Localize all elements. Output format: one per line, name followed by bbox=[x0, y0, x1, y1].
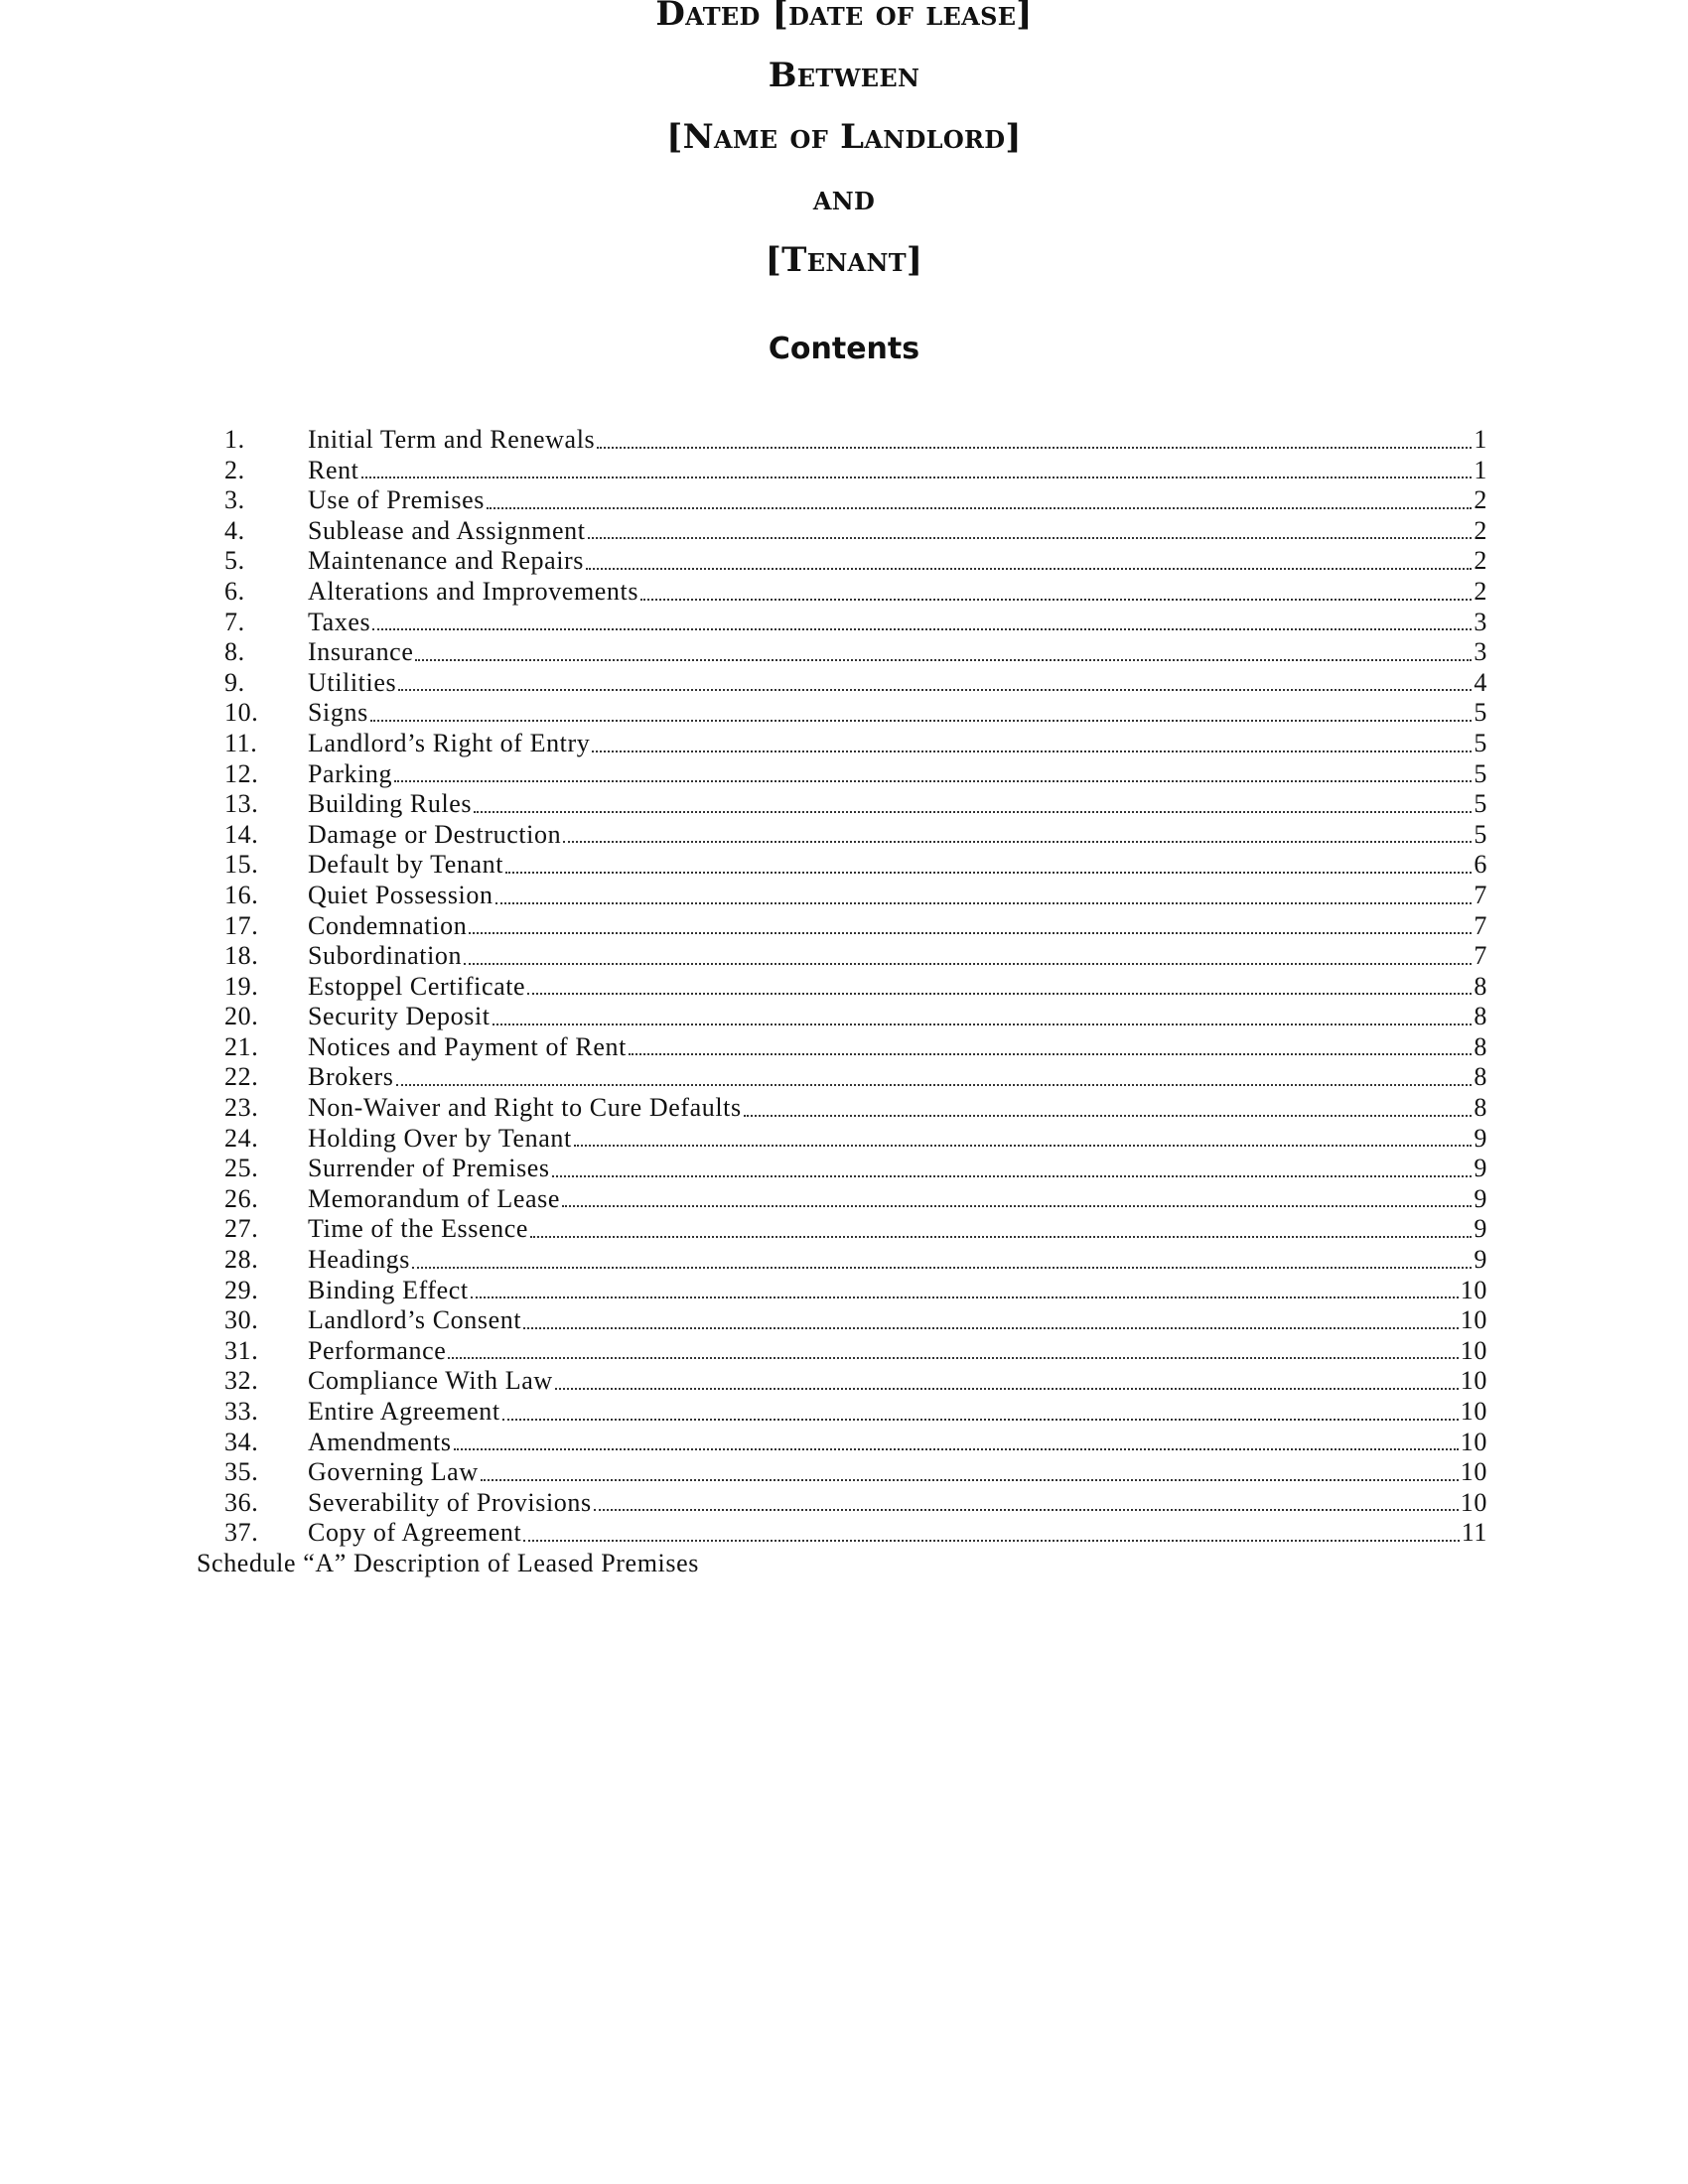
toc-entry[interactable] bbox=[197, 577, 1487, 608]
toc-entry-title: Governing Law bbox=[308, 1457, 479, 1487]
toc-entry-title: Entire Agreement bbox=[308, 1397, 500, 1426]
toc-entry-page: 5 bbox=[1474, 728, 1487, 757]
toc-entry-page: 2 bbox=[1474, 546, 1487, 576]
toc-entry-number: 23. bbox=[224, 1093, 259, 1123]
toc-entry-page: 8 bbox=[1474, 1031, 1487, 1061]
toc-dot-leader bbox=[454, 1448, 1459, 1450]
toc-entry[interactable] bbox=[197, 1002, 1487, 1032]
toc-entry-number: 30. bbox=[224, 1305, 259, 1335]
toc-entry-title: Building Rules bbox=[308, 789, 473, 819]
toc-dot-leader bbox=[361, 477, 1473, 478]
toc-entry[interactable] bbox=[197, 1276, 1487, 1306]
contents-heading: Contents bbox=[768, 332, 920, 366]
toc-entry-title: Sublease and Assignment bbox=[308, 515, 586, 545]
toc-entry-number: 9. bbox=[224, 667, 245, 697]
toc-entry-title: Alterations and Improvements bbox=[308, 576, 639, 606]
toc-entry-title: Time of the Essence bbox=[308, 1214, 529, 1244]
toc-dot-leader bbox=[394, 780, 1472, 782]
toc-entry[interactable] bbox=[197, 941, 1487, 972]
toc-entry-number: 34. bbox=[224, 1427, 259, 1456]
toc-dot-leader bbox=[502, 1419, 1459, 1421]
toc-entry[interactable] bbox=[197, 456, 1487, 486]
toc-dot-leader bbox=[562, 1205, 1472, 1207]
toc-entry[interactable] bbox=[197, 698, 1487, 729]
toc-entry-number: 5. bbox=[224, 546, 245, 576]
toc-entry-number: 37. bbox=[224, 1518, 259, 1548]
toc-entry-title: Holding Over by Tenant bbox=[308, 1123, 572, 1153]
toc-entry-title: Security Deposit bbox=[308, 1002, 491, 1031]
dated-line: Dated [date of lease] bbox=[655, 0, 1033, 34]
toc-dot-leader bbox=[415, 659, 1472, 661]
toc-dot-leader bbox=[552, 1175, 1473, 1177]
toc-entry-number: 6. bbox=[224, 576, 245, 606]
toc-entry-number: 10. bbox=[224, 698, 259, 728]
toc-entry-title: Utilities bbox=[308, 667, 397, 697]
toc-entry-number: 16. bbox=[224, 880, 259, 909]
toc-entry-title: Rent bbox=[308, 455, 359, 484]
toc-entry-page: 5 bbox=[1474, 758, 1487, 788]
toc-dot-leader bbox=[744, 1115, 1473, 1117]
toc-entry-page: 10 bbox=[1460, 1305, 1487, 1335]
toc-entry-title: Landlord’s Consent bbox=[308, 1305, 522, 1335]
toc-entry-title: Non-Waiver and Right to Cure Defaults bbox=[308, 1093, 742, 1123]
toc-entry-title: Taxes bbox=[308, 607, 371, 636]
toc-entry-number: 35. bbox=[224, 1457, 259, 1487]
toc-entry-number: 29. bbox=[224, 1275, 259, 1304]
toc-entry-number: 8. bbox=[224, 637, 245, 667]
toc-dot-leader bbox=[469, 932, 1472, 934]
toc-entry[interactable] bbox=[197, 608, 1487, 638]
toc-entry-number: 2. bbox=[224, 455, 245, 484]
toc-entry-title: Subordination bbox=[308, 941, 463, 971]
toc-entry-number: 19. bbox=[224, 971, 259, 1001]
toc-entry-page: 9 bbox=[1474, 1214, 1487, 1244]
toc-entry-page: 10 bbox=[1460, 1457, 1487, 1487]
toc-entry-number: 33. bbox=[224, 1397, 259, 1426]
toc-entry-title: Parking bbox=[308, 758, 393, 788]
toc-entry-page: 2 bbox=[1474, 515, 1487, 545]
toc-dot-leader bbox=[481, 1479, 1459, 1481]
toc-entry-title: Quiet Possession bbox=[308, 880, 493, 909]
toc-entry-number: 12. bbox=[224, 758, 259, 788]
toc-entry[interactable] bbox=[197, 759, 1487, 790]
toc-entry-number: 14. bbox=[224, 819, 259, 849]
toc-dot-leader bbox=[474, 811, 1472, 813]
toc-entry-page: 9 bbox=[1474, 1245, 1487, 1275]
toc-entry[interactable] bbox=[197, 1032, 1487, 1063]
toc-entry[interactable] bbox=[197, 637, 1487, 668]
toc-entry-page: 5 bbox=[1474, 698, 1487, 728]
toc-entry[interactable] bbox=[197, 729, 1487, 759]
toc-entry-title: Binding Effect bbox=[308, 1275, 469, 1304]
toc-entry-title: Signs bbox=[308, 698, 368, 728]
toc-entry[interactable] bbox=[197, 1245, 1487, 1276]
toc-dot-leader bbox=[471, 1297, 1459, 1298]
toc-entry-number: 13. bbox=[224, 789, 259, 819]
toc-dot-leader bbox=[398, 689, 1472, 691]
table-of-contents bbox=[197, 425, 1487, 1549]
toc-dot-leader bbox=[396, 1084, 1473, 1086]
toc-entry-page: 2 bbox=[1474, 485, 1487, 515]
toc-entry-page: 10 bbox=[1460, 1275, 1487, 1304]
toc-entry-title: Default by Tenant bbox=[308, 850, 504, 880]
toc-dot-leader bbox=[448, 1357, 1458, 1359]
toc-entry-number: 36. bbox=[224, 1487, 259, 1517]
toc-entry[interactable] bbox=[197, 881, 1487, 911]
toc-entry[interactable] bbox=[197, 1366, 1487, 1397]
toc-entry[interactable] bbox=[197, 850, 1487, 881]
toc-entry-number: 25. bbox=[224, 1154, 259, 1183]
toc-dot-leader bbox=[492, 1024, 1473, 1025]
toc-entry-page: 3 bbox=[1474, 637, 1487, 667]
toc-entry-page: 1 bbox=[1474, 425, 1487, 454]
toc-entry-title: Maintenance and Repairs bbox=[308, 546, 585, 576]
toc-dot-leader bbox=[464, 963, 1472, 965]
toc-entry[interactable] bbox=[197, 1093, 1487, 1124]
toc-entry-title: Initial Term and Renewals bbox=[308, 425, 596, 454]
toc-entry-page: 1 bbox=[1474, 455, 1487, 484]
toc-entry[interactable] bbox=[197, 485, 1487, 516]
toc-entry-title: Amendments bbox=[308, 1427, 452, 1456]
toc-entry[interactable] bbox=[197, 425, 1487, 456]
toc-dot-leader bbox=[530, 1236, 1472, 1238]
toc-entry-title: Damage or Destruction bbox=[308, 819, 562, 849]
toc-entry-number: 11. bbox=[224, 728, 258, 757]
toc-entry[interactable] bbox=[197, 1154, 1487, 1184]
toc-dot-leader bbox=[563, 841, 1472, 843]
toc-entry[interactable] bbox=[197, 1184, 1487, 1215]
toc-dot-leader bbox=[523, 1327, 1459, 1329]
toc-entry-page: 10 bbox=[1460, 1335, 1487, 1365]
toc-entry-title: Insurance bbox=[308, 637, 414, 667]
toc-entry-number: 4. bbox=[224, 515, 245, 545]
schedule-a-entry[interactable]: Schedule “A” Description of Leased Premises bbox=[197, 1549, 699, 1577]
toc-entry[interactable] bbox=[197, 972, 1487, 1003]
toc-dot-leader bbox=[597, 447, 1472, 449]
toc-entry-page: 7 bbox=[1474, 880, 1487, 909]
toc-entry-number: 17. bbox=[224, 910, 259, 940]
toc-entry-number: 21. bbox=[224, 1031, 259, 1061]
toc-entry-title: Notices and Payment of Rent bbox=[308, 1031, 627, 1061]
toc-dot-leader bbox=[495, 902, 1473, 904]
toc-dot-leader bbox=[592, 751, 1472, 752]
toc-entry[interactable] bbox=[197, 820, 1487, 851]
toc-entry-page: 10 bbox=[1460, 1487, 1487, 1517]
toc-entry[interactable] bbox=[197, 789, 1487, 820]
toc-dot-leader bbox=[629, 1053, 1472, 1055]
toc-entry[interactable] bbox=[197, 1305, 1487, 1336]
toc-dot-leader bbox=[505, 872, 1472, 874]
toc-entry-page: 8 bbox=[1474, 971, 1487, 1001]
toc-dot-leader bbox=[412, 1267, 1472, 1269]
toc-entry-number: 18. bbox=[224, 941, 259, 971]
toc-dot-leader bbox=[527, 993, 1472, 995]
toc-entry-page: 9 bbox=[1474, 1154, 1487, 1183]
toc-dot-leader bbox=[370, 720, 1473, 722]
toc-entry-title: Severability of Provisions bbox=[308, 1487, 592, 1517]
toc-entry-title: Compliance With Law bbox=[308, 1366, 553, 1396]
toc-entry[interactable] bbox=[197, 1397, 1487, 1428]
toc-entry-page: 8 bbox=[1474, 1093, 1487, 1123]
toc-entry-page: 7 bbox=[1474, 941, 1487, 971]
toc-dot-leader bbox=[523, 1540, 1459, 1542]
toc-entry-page: 2 bbox=[1474, 576, 1487, 606]
toc-entry-page: 4 bbox=[1474, 667, 1487, 697]
toc-entry-number: 28. bbox=[224, 1245, 259, 1275]
toc-entry-page: 10 bbox=[1460, 1397, 1487, 1426]
toc-dot-leader bbox=[640, 599, 1472, 601]
toc-entry-number: 32. bbox=[224, 1366, 259, 1396]
toc-entry-page: 8 bbox=[1474, 1062, 1487, 1092]
toc-entry-page: 10 bbox=[1460, 1366, 1487, 1396]
toc-entry[interactable] bbox=[197, 911, 1487, 942]
toc-dot-leader bbox=[372, 628, 1472, 630]
toc-dot-leader bbox=[594, 1509, 1459, 1511]
toc-entry[interactable] bbox=[197, 1336, 1487, 1367]
toc-entry[interactable] bbox=[197, 516, 1487, 547]
toc-entry-title: Landlord’s Right of Entry bbox=[308, 728, 591, 757]
toc-entry[interactable] bbox=[197, 546, 1487, 577]
toc-entry[interactable] bbox=[197, 1124, 1487, 1155]
toc-entry-title: Condemnation bbox=[308, 910, 468, 940]
toc-entry-title: Performance bbox=[308, 1335, 447, 1365]
toc-entry-number: 1. bbox=[224, 425, 245, 454]
toc-entry-page: 10 bbox=[1460, 1427, 1487, 1456]
toc-entry[interactable] bbox=[197, 1488, 1487, 1519]
toc-entry-page: 3 bbox=[1474, 607, 1487, 636]
toc-entry[interactable] bbox=[197, 1518, 1487, 1549]
toc-entry-page: 9 bbox=[1474, 1123, 1487, 1153]
toc-entry-number: 15. bbox=[224, 850, 259, 880]
toc-dot-leader bbox=[487, 507, 1472, 509]
toc-entry-page: 7 bbox=[1474, 910, 1487, 940]
toc-entry-page: 11 bbox=[1461, 1518, 1487, 1548]
toc-dot-leader bbox=[588, 537, 1473, 539]
toc-entry-title: Brokers bbox=[308, 1062, 394, 1092]
toc-entry-title: Use of Premises bbox=[308, 485, 485, 515]
toc-entry-number: 31. bbox=[224, 1335, 259, 1365]
toc-entry-title: Memorandum of Lease bbox=[308, 1183, 560, 1213]
toc-entry[interactable] bbox=[197, 1457, 1487, 1488]
toc-entry[interactable] bbox=[197, 668, 1487, 699]
toc-entry-number: 22. bbox=[224, 1062, 259, 1092]
toc-entry-title: Surrender of Premises bbox=[308, 1154, 550, 1183]
toc-entry[interactable] bbox=[197, 1214, 1487, 1245]
between-line: Between bbox=[768, 56, 920, 95]
toc-dot-leader bbox=[574, 1145, 1473, 1147]
toc-entry-number: 20. bbox=[224, 1002, 259, 1031]
toc-entry-number: 27. bbox=[224, 1214, 259, 1244]
toc-entry-number: 3. bbox=[224, 485, 245, 515]
toc-entry-page: 5 bbox=[1474, 789, 1487, 819]
tenant-name: [Tenant] bbox=[765, 240, 923, 280]
toc-entry-title: Headings bbox=[308, 1245, 410, 1275]
and-line: and bbox=[812, 179, 876, 218]
toc-entry-page: 6 bbox=[1474, 850, 1487, 880]
toc-entry-title: Estoppel Certificate bbox=[308, 971, 526, 1001]
landlord-name: [Name of Landlord] bbox=[666, 117, 1022, 157]
toc-dot-leader bbox=[555, 1388, 1459, 1390]
toc-entry-page: 8 bbox=[1474, 1002, 1487, 1031]
toc-entry-page: 5 bbox=[1474, 819, 1487, 849]
toc-entry-number: 26. bbox=[224, 1183, 259, 1213]
toc-entry[interactable] bbox=[197, 1062, 1487, 1093]
toc-dot-leader bbox=[586, 568, 1472, 570]
toc-entry-number: 7. bbox=[224, 607, 245, 636]
toc-entry[interactable] bbox=[197, 1428, 1487, 1458]
toc-entry-number: 24. bbox=[224, 1123, 259, 1153]
toc-entry-title: Copy of Agreement bbox=[308, 1518, 522, 1548]
toc-entry-page: 9 bbox=[1474, 1183, 1487, 1213]
